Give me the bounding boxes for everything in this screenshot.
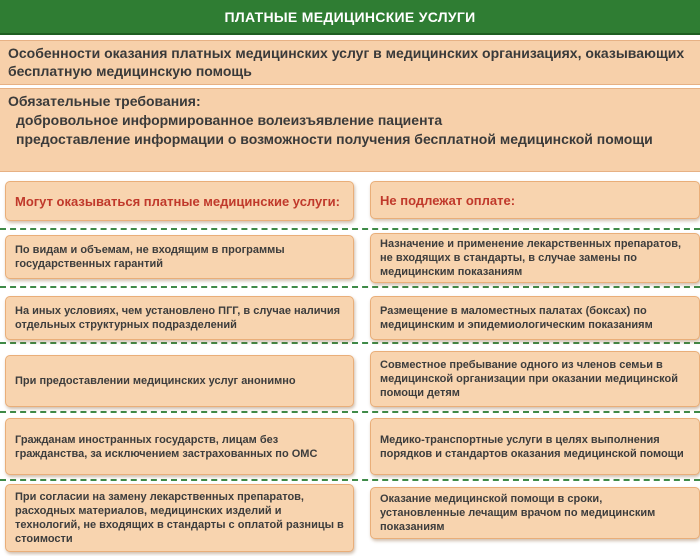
not-payable-item: Оказание медицинской помощи в сроки, установленные лечащим врачом по медицинским показаниям (370, 487, 700, 539)
features-banner: Особенности оказания платных медицинских услуг в медицинских организациях, оказывающих бесплатную медицинскую помощь (0, 40, 700, 85)
paid-service-item: При согласии на замену лекарственных препаратов, расходных материалов, медицинских изделий и технологий, не входящих в стандарты с оплатой разницы в стоимости (5, 484, 354, 552)
paid-service-item: По видам и объемам, не входящим в программы государственных гарантий (5, 235, 354, 279)
not-payable-item: Размещение в маломестных палатах (боксах) по медицинским и эпидемиологическим показаниям (370, 296, 700, 340)
not-payable-item: Медико-транспортные услуги в целях выполнения порядков и стандартов оказания медицинской помощи (370, 418, 700, 475)
paid-service-item: При предоставлении медицинских услуг анонимно (5, 355, 354, 407)
not-payable-item: Совместное пребывание одного из членов семьи в медицинской организации при оказании медицинской помощи детям (370, 351, 700, 407)
paid-services-heading: Могут оказываться платные медицинские услуги: (5, 181, 354, 221)
dashed-separator (0, 479, 700, 481)
dashed-separator (0, 228, 700, 230)
dashed-separator (0, 411, 700, 413)
requirement-item: предоставление информации о возможности получения бесплатной медицинской помощи (16, 131, 653, 147)
requirement-item: добровольное информированное волеизъявление пациента (16, 112, 443, 128)
dashed-separator (0, 342, 700, 344)
not-payable-heading: Не подлежат оплате: (370, 181, 700, 219)
paid-service-item: На иных условиях, чем установлено ПГГ, в случае наличия отдельных структурных подразделений (5, 296, 354, 340)
dashed-separator (0, 286, 700, 288)
paid-service-item: Гражданам иностранных государств, лицам без гражданства, за исключением застрахованных по ОМС (5, 418, 354, 475)
requirements-banner (0, 88, 700, 172)
not-payable-item: Назначение и применение лекарственных препаратов, не входящих в стандарты, в случае замены по медицинским показаниям (370, 233, 700, 283)
page-title: ПЛАТНЫЕ МЕДИЦИНСКИЕ УСЛУГИ (0, 0, 700, 35)
requirements-heading: Обязательные требования: (8, 93, 201, 109)
